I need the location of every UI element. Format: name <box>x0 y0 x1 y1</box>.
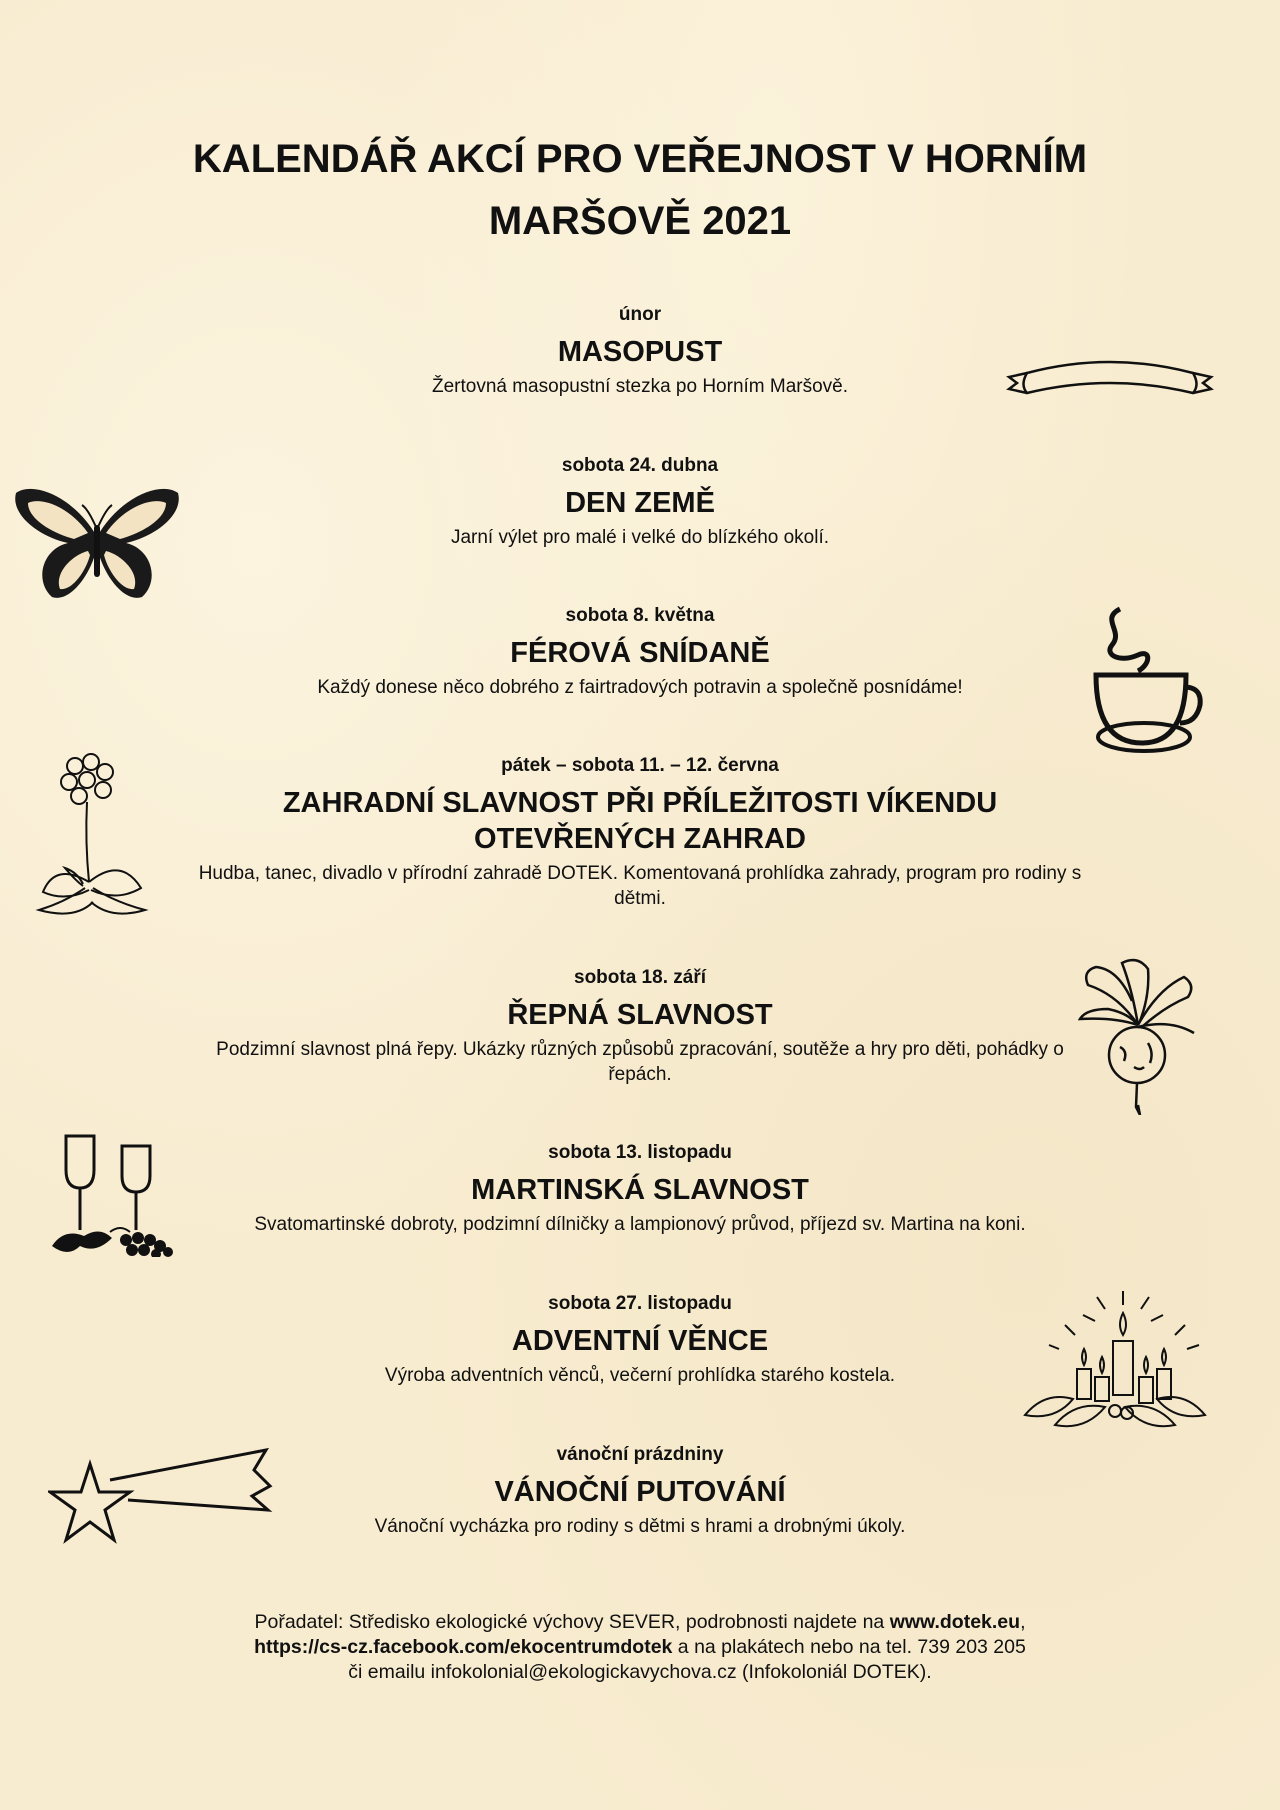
event-adventni-vence <box>190 1291 1090 1388</box>
event-date: vánoční prázdniny <box>556 1444 724 1465</box>
event-name: DEN ZEMĚ <box>565 487 715 519</box>
event-zahradni-slavnost <box>190 753 1090 911</box>
event-name: ZAHRADNÍ SLAVNOST PŘI PŘÍLEŽITOSTI VÍKENDU OTEVŘENÝCH ZAHRAD <box>282 787 998 855</box>
butterfly-icon <box>12 485 182 605</box>
event-date: únor <box>618 304 662 325</box>
footer-text: a na plakátech nebo na tel. 739 203 205 <box>672 1636 1026 1658</box>
event-name: VÁNOČNÍ PUTOVÁNÍ <box>494 1476 786 1508</box>
event-description: Vánoční vycházka pro rodiny s dětmi s hrami a drobnými úkoly. <box>374 1516 906 1537</box>
event-date: sobota 24. dubna <box>561 455 719 476</box>
beetroot-icon <box>1078 955 1198 1115</box>
primrose-flower-icon <box>35 752 150 922</box>
facebook-link[interactable]: https://cs-cz.facebook.com/ekocentrumdotek <box>254 1636 673 1658</box>
event-vanocni-putovani <box>190 1442 1090 1539</box>
event-date: sobota 18. září <box>574 967 706 988</box>
event-description: Žertovná masopustní stezka po Horním Maršově. <box>431 376 849 397</box>
event-name: ADVENTNÍ VĚNCE <box>511 1325 769 1357</box>
page-title: KALENDÁŘ AKCÍ PRO VEŘEJNOST V HORNÍM MARŠOVĚ 2021 <box>192 137 1088 243</box>
footer-email-text: či emailu infokolonial@ekologickavychova.cz (Infokoloniál DOTEK). <box>348 1661 932 1683</box>
event-name: MASOPUST <box>557 336 723 368</box>
coffee-cup-icon <box>1090 605 1205 760</box>
website-link[interactable]: www.dotek.eu <box>889 1611 1021 1633</box>
event-date: pátek – sobota 11. – 12. června <box>501 755 779 776</box>
event-description: Hudba, tanec, divadlo v přírodní zahradě DOTEK. Komentovaná prohlídka zahrady, program pro rodiny s dětmi. <box>198 863 1082 909</box>
event-den-zeme <box>190 453 1090 550</box>
advent-candles-icon <box>1015 1285 1215 1435</box>
event-date: sobota 8. května <box>565 605 715 626</box>
event-ferova-snidane <box>190 603 1090 700</box>
event-description: Podzimní slavnost plná řepy. Ukázky různých způsobů zpracování, soutěže a hry pro děti, pohádky o řepách. <box>216 1039 1064 1085</box>
event-repna-slavnost <box>190 965 1090 1087</box>
event-date: sobota 27. listopadu <box>548 1293 732 1314</box>
event-masopust <box>190 302 1090 399</box>
event-description: Výroba adventních věnců, večerní prohlídka starého kostela. <box>384 1365 896 1386</box>
event-martinska-slavnost <box>190 1140 1090 1237</box>
event-name: ŘEPNÁ SLAVNOST <box>507 999 773 1031</box>
wine-glasses-icon <box>50 1132 175 1257</box>
ribbon-banner-icon <box>1005 355 1215 405</box>
event-date: sobota 13. listopadu <box>548 1142 732 1163</box>
event-name: FÉROVÁ SNÍDANĚ <box>510 637 770 669</box>
event-description: Svatomartinské dobroty, podzimní dílničky a lampionový průvod, příjezd sv. Martina na koni. <box>254 1214 1026 1235</box>
event-description: Každý donese něco dobrého z fairtradových potravin a společně posnídáme! <box>317 677 963 698</box>
footer-text: Pořadatel: Středisko ekologické výchovy SEVER, podrobnosti najdete na <box>254 1611 890 1633</box>
organizer-footer <box>150 1610 1130 1685</box>
footer-comma: , <box>1020 1611 1026 1633</box>
shooting-star-icon <box>48 1448 273 1558</box>
event-description: Jarní výlet pro malé i velké do blízkého okolí. <box>450 527 830 548</box>
event-name: MARTINSKÁ SLAVNOST <box>471 1174 809 1206</box>
